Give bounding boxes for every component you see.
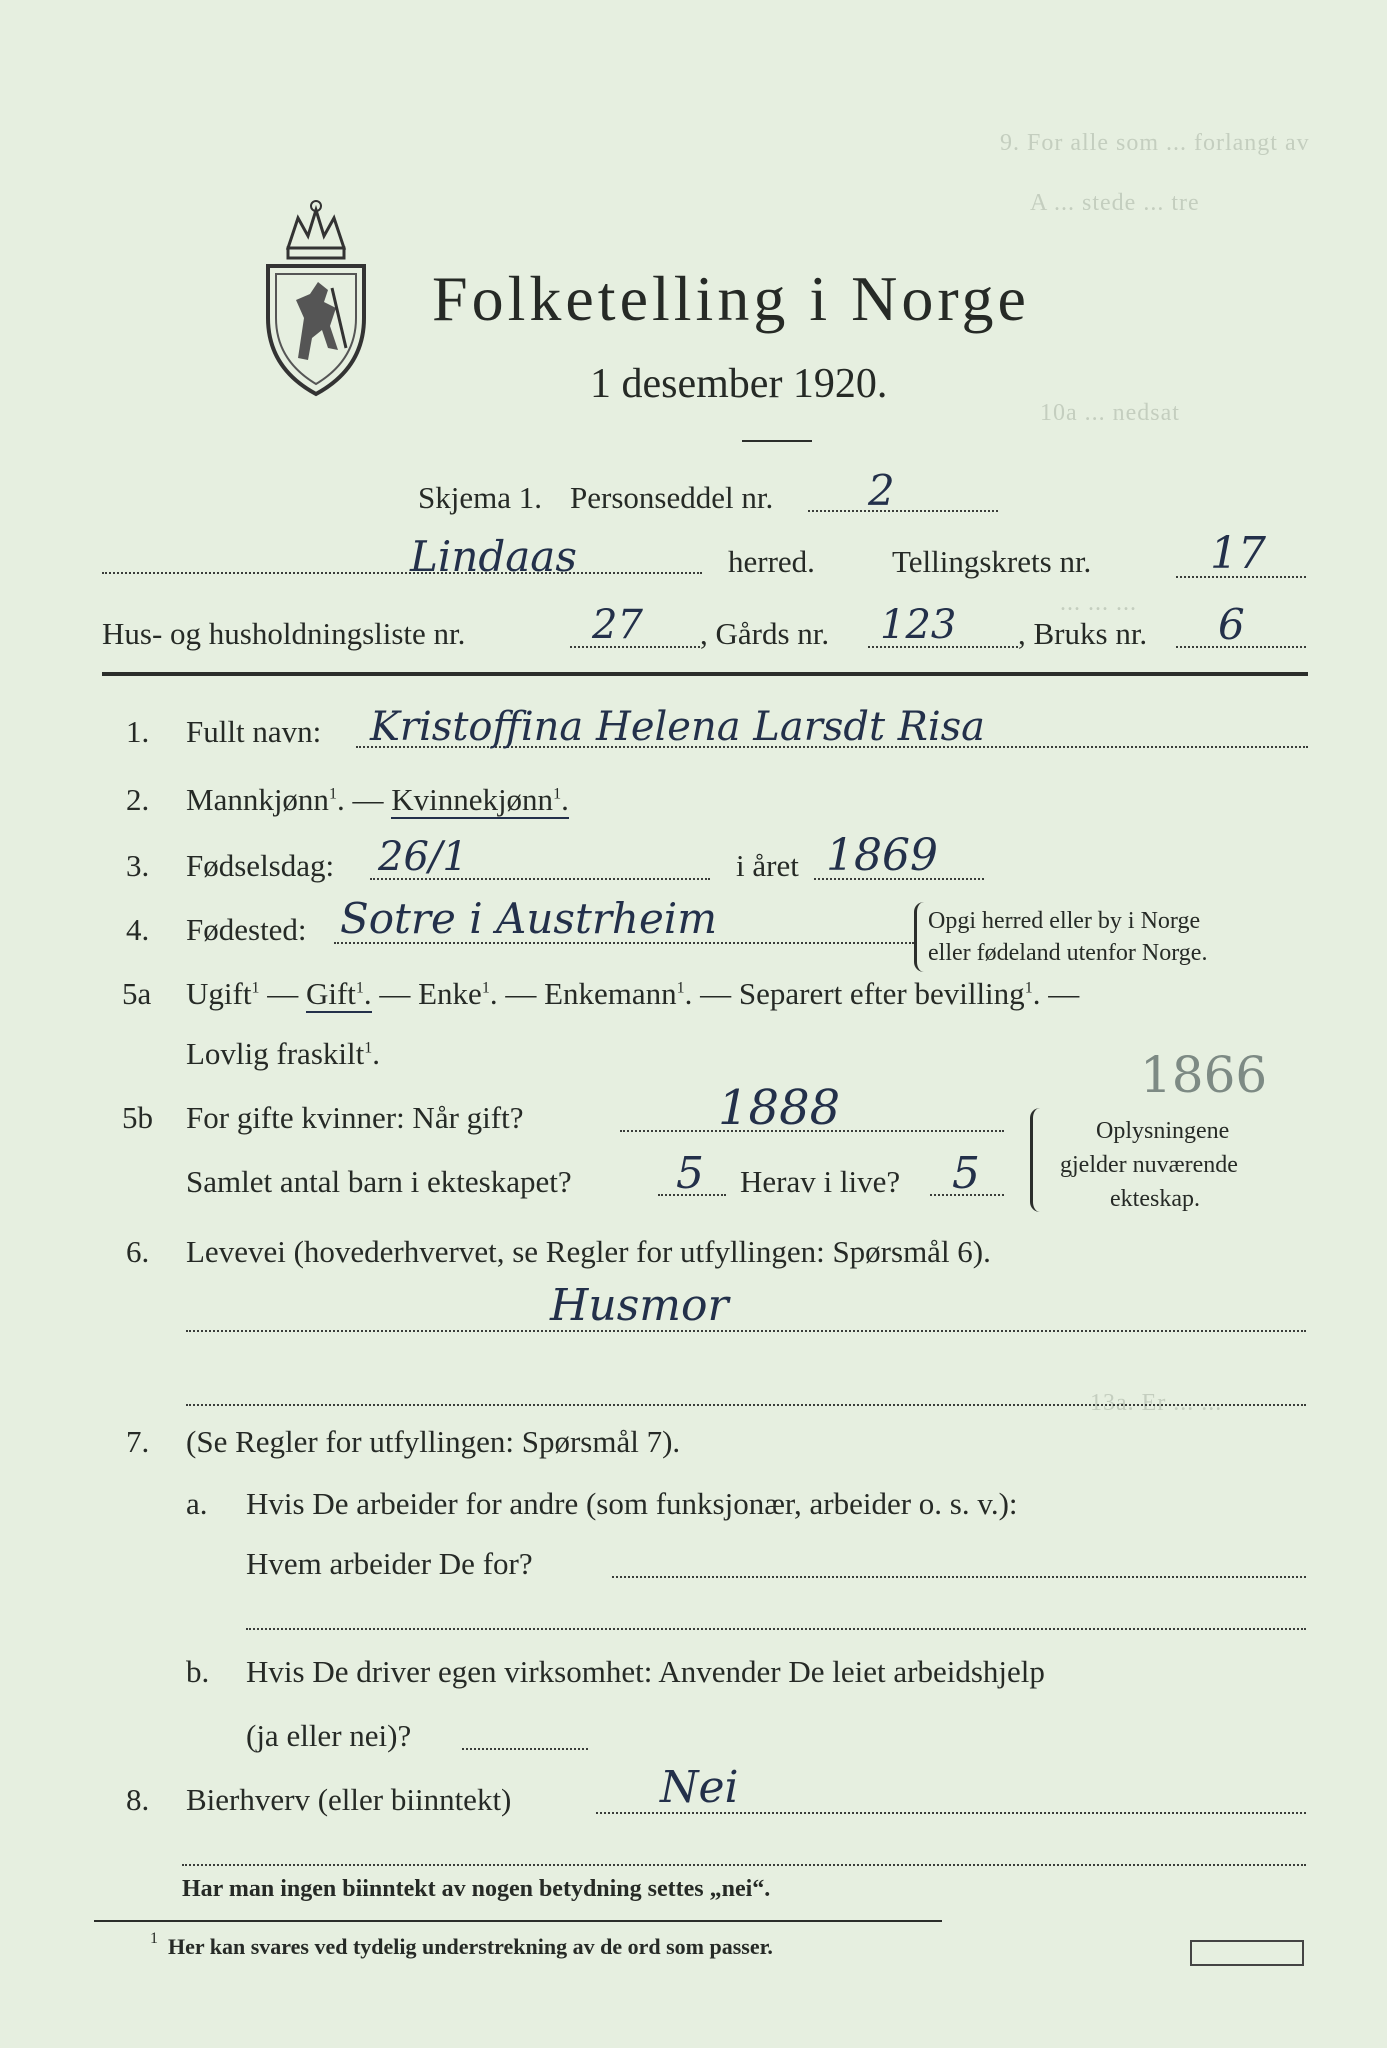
q2-number: 2. [126,782,150,817]
title-divider [742,440,812,442]
full-name-value: Kristoffina Helena Larsdt Risa [370,704,986,750]
bruks-label: , Bruks nr. [1018,616,1148,651]
q7-label: (Se Regler for utfyllingen: Spørsmål 7). [186,1424,681,1459]
q6-number: 6. [126,1234,150,1269]
marriage-note-1: Oplysningene [1096,1118,1230,1144]
herred-label: herred. [728,544,815,579]
option-enke[interactable]: Enke [418,976,482,1011]
tellingskrets-value: 17 [1210,528,1266,579]
bleed-through-text: 10a ... nedsat [1040,400,1180,426]
children-value: 5 [676,1148,704,1199]
form-title: Folketelling i Norge [432,263,1030,334]
q8-number: 8. [126,1782,150,1817]
footnote-text: Her kan svares ved tydelig understrekning av de ord som passer. [168,1934,773,1959]
children-alive-value: 5 [952,1148,980,1199]
census-date: 1 desember 1920. [590,361,888,407]
employer-field-2[interactable] [246,1628,1306,1630]
occupation-field-2[interactable] [186,1404,1306,1406]
q3-label: Fødselsdag: [186,848,335,883]
option-separert[interactable]: Separert efter bevilling [738,976,1025,1011]
q4-number: 4. [126,912,150,947]
bleed-through-text: ... ... ... [1060,590,1137,616]
occupation-value: Husmor [550,1280,729,1331]
gards-label: , Gårds nr. [700,616,830,651]
header-rule [102,672,1308,676]
q1-label: Fullt navn: [186,714,322,749]
q7a-text: Hvis De arbeider for andre (som funksjonær, arbeider o. s. v.): [246,1486,1018,1521]
footnote-rule [94,1920,942,1922]
q7b-letter: b. [186,1654,210,1689]
q3-number: 3. [126,848,150,883]
q5b-number: 5b [122,1100,153,1135]
side-income-value: Nei [660,1762,739,1813]
husliste-value: 27 [592,602,643,648]
option-ugift[interactable]: Ugift [186,976,252,1011]
children-alive-label: Herav i live? [740,1164,901,1199]
birthday-value: 26/1 [378,834,468,880]
printer-mark [1190,1940,1304,1966]
footnote-mark: 1 [150,1930,158,1947]
q5a-number: 5a [122,976,152,1011]
herred-value: Lindaas [410,532,577,581]
bleed-through-text: 13a. Er ... ... [1090,1390,1223,1416]
birthplace-note-1: Opgi herred eller by i Norge [928,908,1201,934]
q8-label: Bierhverv (eller biinntekt) [186,1782,512,1817]
q2-options [186,782,569,818]
coat-of-arms-icon [258,198,374,398]
husliste-label: Hus- og husholdningsliste nr. [102,616,466,651]
bruks-value: 6 [1218,600,1245,649]
q7-number: 7. [126,1424,150,1459]
marriage-note-3: ekteskap. [1110,1186,1200,1212]
option-enkemann[interactable]: Enkemann [544,976,677,1011]
birth-year-label: i året [736,848,799,883]
personseddel-field[interactable] [808,510,998,512]
option-female: Kvinnekjønn [391,782,554,817]
bleed-through-text: A ... stede ... tre [1030,190,1200,216]
employer-field[interactable] [612,1576,1306,1578]
q6-label: Levevei (hovederhvervet, se Regler for utfyllingen: Spørsmål 6). [186,1234,991,1269]
marriage-year-label: For gifte kvinner: Når gift? [186,1100,524,1135]
margin-pencil-note: 1866 [1140,1046,1268,1104]
side-income-note: Har man ingen biinntekt av nogen betydning settes „nei“. [182,1876,771,1902]
brace [914,902,927,972]
marital-status-options: Ugift$^1$ — Gift$^1$. — Enke$^1$. — Enkemann$^1$. — Separert efter bevilling$^1$. — [186,976,1080,1011]
option-male[interactable]: Mannkjønn [186,782,329,817]
q7a-letter: a. [186,1486,208,1521]
option-gift-selected[interactable]: Gift$^1$. [305,976,372,1011]
q1-number: 1. [126,714,150,749]
separator: . — [336,782,384,817]
marriage-note-2: gjelder nuværende [1060,1152,1238,1178]
brace [1030,1108,1043,1212]
q7b-text: Hvis De driver egen virksomhet: Anvender De leiet arbeidshjelp [246,1654,1045,1689]
herred-field[interactable] [102,572,702,574]
q7b-question: (ja eller nei)? [246,1718,412,1753]
birthplace-value: Sotre i Austrheim [340,894,718,943]
q4-label: Fødested: [186,912,307,947]
children-label: Samlet antal barn i ekteskapet? [186,1164,572,1199]
option-female-selected[interactable]: Kvinnekjønn$^1$. [391,782,569,817]
birth-year-value: 1869 [826,830,938,881]
option-fraskilt-row: Lovlig fraskilt$^1$. [186,1036,380,1071]
tellingskrets-label: Tellingskrets nr. [892,544,1092,579]
hired-help-field[interactable] [462,1748,588,1750]
personseddel-label: Personseddel nr. [570,480,774,515]
occupation-field[interactable] [186,1330,1306,1332]
marriage-year-value: 1888 [718,1080,841,1136]
side-income-field-2[interactable] [182,1864,1306,1866]
footnote-ref: 1 [328,785,337,803]
gards-value: 123 [880,602,957,648]
personseddel-value: 2 [868,466,895,515]
birthplace-note-2: eller fødeland utenfor Norge. [928,940,1208,966]
bleed-through-text: 9. For alle som ... forlangt av [1000,130,1310,156]
q7a-question: Hvem arbeider De for? [246,1546,533,1581]
option-fraskilt[interactable]: Lovlig fraskilt [186,1036,365,1071]
footnote-ref: 1 [553,785,562,803]
schema-label: Skjema 1. [418,480,542,515]
